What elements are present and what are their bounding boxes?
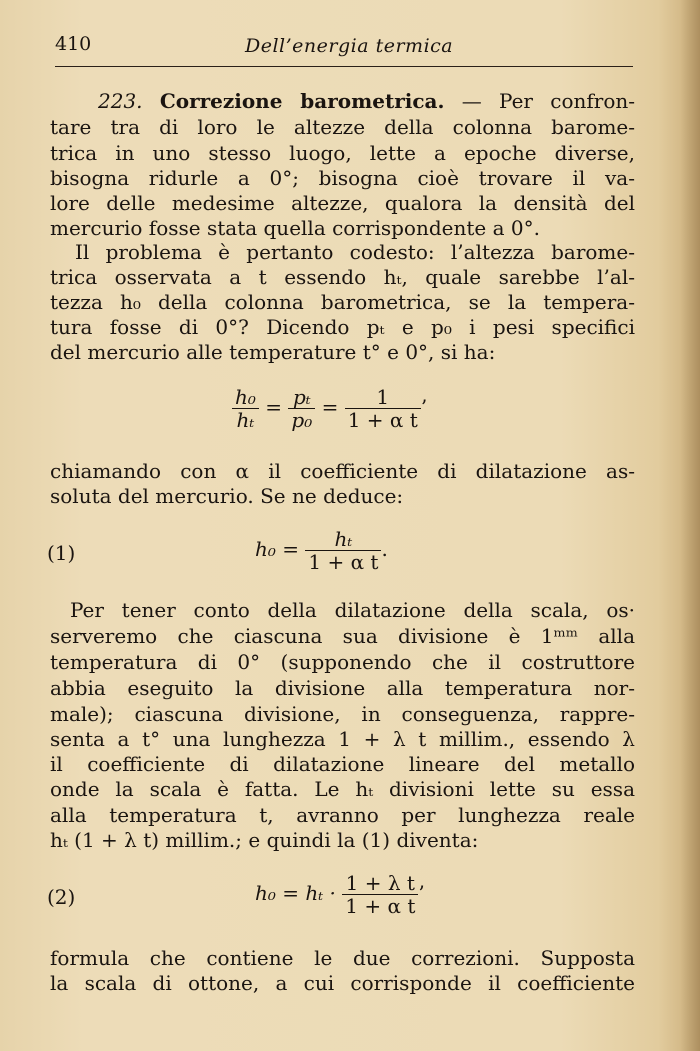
paragraph-4-line: alla temperatura t, avranno per lunghezza reale: [50, 803, 635, 827]
paragraph-4-line: temperatura di 0° (supponendo che il costruttore: [50, 650, 635, 674]
fraction-formula-1: $\frac{\text{hₜ}}{\text{1 + α t}}$: [305, 528, 381, 573]
formula-1: h₀ = $\frac{\text{hₜ}}{\text{1 + α t}}$ .: [255, 527, 388, 574]
header-rule: [55, 66, 633, 67]
paragraph-4-line: male); ciascuna divisione, in conseguenza, rappre-: [50, 702, 635, 726]
paragraph-5-line: la scala di ottone, a cui corrisponde il coefficiente: [50, 971, 635, 995]
paragraph-2-line: del mercurio alle temperature t° e 0°, si ha:: [50, 340, 496, 364]
paragraph-1-line: tare tra di loro le altezze della colonna barome-: [50, 115, 635, 139]
fraction-p: $\frac{\text{pₜ}}{\text{p₀}}$: [288, 386, 315, 431]
fraction-h: $\frac{\text{h₀}}{\text{hₜ}}$: [232, 386, 259, 431]
paragraph-4-line: Per tener conto della dilatazione della scala, os·: [70, 598, 635, 622]
section-number: 223.: [98, 89, 143, 113]
paragraph-1-line: trica in uno stesso luogo, lette a epoche diverse,: [50, 141, 635, 165]
paragraph-2-line: tura fosse di 0°? Dicendo pₜ e p₀ i pesi specifici: [50, 315, 635, 339]
paragraph-4-line: il coefficiente di dilatazione lineare del metallo: [50, 752, 635, 776]
paragraph-4-line: serveremo che ciascuna sua divisione è 1ᵐᵐ alla: [50, 624, 635, 648]
paragraph-1-line: lore delle medesime altezze, qualora la densità del: [50, 191, 635, 215]
formula-2: h₀ = hₜ · $\frac{\text{1 + λ t}}{\text{1 + α t}}$ ’: [255, 871, 425, 918]
fraction-formula-2: $\frac{\text{1 + λ t}}{\text{1 + α t}}$: [342, 872, 418, 917]
paragraph-4-line: senta a t° una lunghezza 1 + λ t millim., essendo λ: [50, 727, 635, 751]
paragraph-5-line: formula che contiene le due correzioni. Supposta: [50, 946, 635, 970]
paragraph-2-line: trica osservata a t essendo hₜ, quale sarebbe l’al-: [50, 265, 635, 289]
paragraph-1-line: bisogna ridurle a 0°; bisogna cioè trovare il va-: [50, 166, 635, 190]
paragraph-2-line: Il problema è pertanto codesto: l’altezza barome-: [75, 240, 635, 264]
page-header: [55, 33, 633, 61]
paragraph-4-line: abbia eseguito la divisione alla temperatura nor-: [50, 676, 635, 700]
equation-label-1: (1): [47, 541, 76, 565]
formula-ratio: $\frac{\text{h₀}}{\text{hₜ}}$ = $\frac{\text{pₜ}}{\text{p₀}}$ = $\frac{1}{\text{1 + α t}}$ ’: [232, 386, 427, 431]
section-heading: Correzione barometrica.: [159, 89, 445, 113]
paragraph-2-line: tezza h₀ della colonna barometrica, se la tempera-: [50, 290, 635, 314]
paragraph-1-line: mercurio fosse stata quella corrispondente a 0°.: [50, 216, 540, 240]
paragraph-4-line: hₜ (1 + λ t) millim.; e quindi la (1) diventa:: [50, 828, 479, 852]
page-number: 410: [55, 33, 92, 55]
paragraph-3-line: soluta del mercurio. Se ne deduce:: [50, 484, 404, 508]
running-title: Dell’energia termica: [245, 35, 454, 57]
page-edge-shadow: [680, 0, 700, 1051]
equation-label-2: (2): [47, 885, 76, 909]
paragraph-1-line-1: [50, 89, 635, 114]
paragraph-3-line: chiamando con α il coefficiente di dilatazione as-: [50, 459, 635, 483]
fraction-one: $\frac{1}{\text{1 + α t}}$: [345, 386, 421, 431]
paragraph-1-line: — Per confron-: [444, 89, 636, 113]
paragraph-4-line: onde la scala è fatta. Le hₜ divisioni lette su essa: [50, 777, 635, 801]
